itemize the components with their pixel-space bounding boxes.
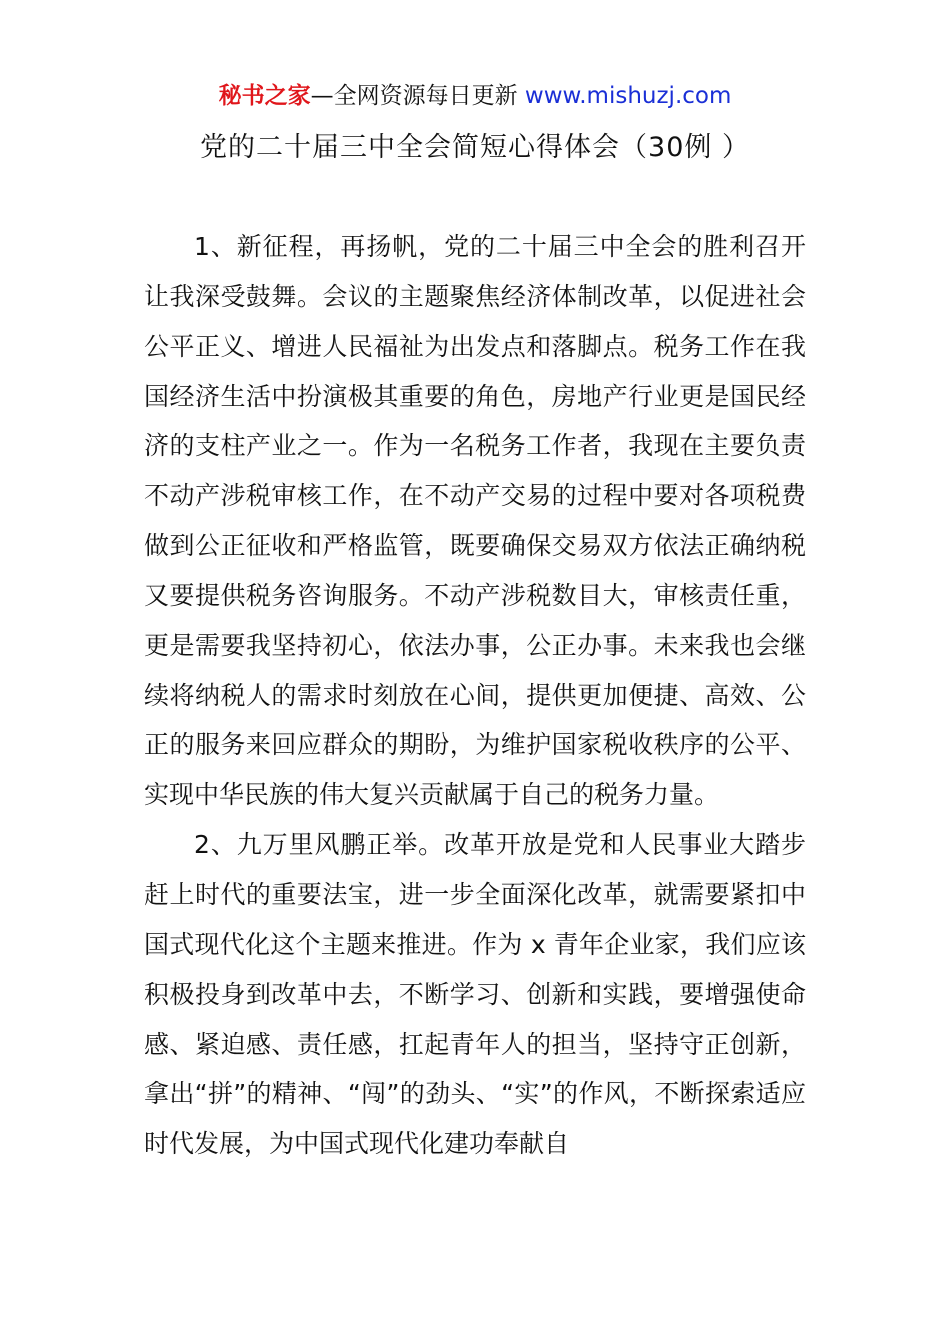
site-name: 秘书之家 (218, 83, 311, 109)
paragraph-2: 2、九万里风鹏正举。改革开放是党和人民事业大踏步赶上时代的重要法宝，进一步全面深化改革，就需要紧扣中国式现代化这个主题来推进。作为 x 青年企业家，我们应该积极投身到改革中去，不断学习、创新和实践，要增强使命感、紧迫感、责任感，扛起青年人的担当，坚持守正创新，拿出“拼”的精神、“闯”的劲头、“实”的作风，不断探索适应时代发展，为中国式现代化建功奉献自 (144, 830, 806, 1159)
site-url-link[interactable]: www.mishuzj.com (524, 83, 732, 109)
document-body (144, 222, 806, 1169)
site-tagline: —全网资源每日更新 (310, 83, 525, 109)
paragraph-1: 1、新征程，再扬帆，党的二十届三中全会的胜利召开让我深受鼓舞。会议的主题聚焦经济体制改革，以促进社会公平正义、增进人民福祉为出发点和落脚点。税务工作在我国经济生活中扮演极其重要的角色，房地产行业更是国民经济的支柱产业之一。作为一名税务工作者，我现在主要负责不动产涉税审核工作，在不动产交易的过程中要对各项税费做到公正征收和严格监管，既要确保交易双方依法正确纳税又要提供税务咨询服务。不动产涉税数目大，审核责任重，更是需要我坚持初心，依法办事，公正办事。未来我也会继续将纳税人的需求时刻放在心间，提供更加便捷、高效、公正的服务来回应群众的期盼，为维护国家税收秩序的公平、实现中华民族的伟大复兴贡献属于自己的税务力量。 (144, 232, 806, 810)
document-title: 党的二十届三中全会简短心得体会（30例 ） (200, 132, 750, 163)
site-header (0, 80, 950, 112)
